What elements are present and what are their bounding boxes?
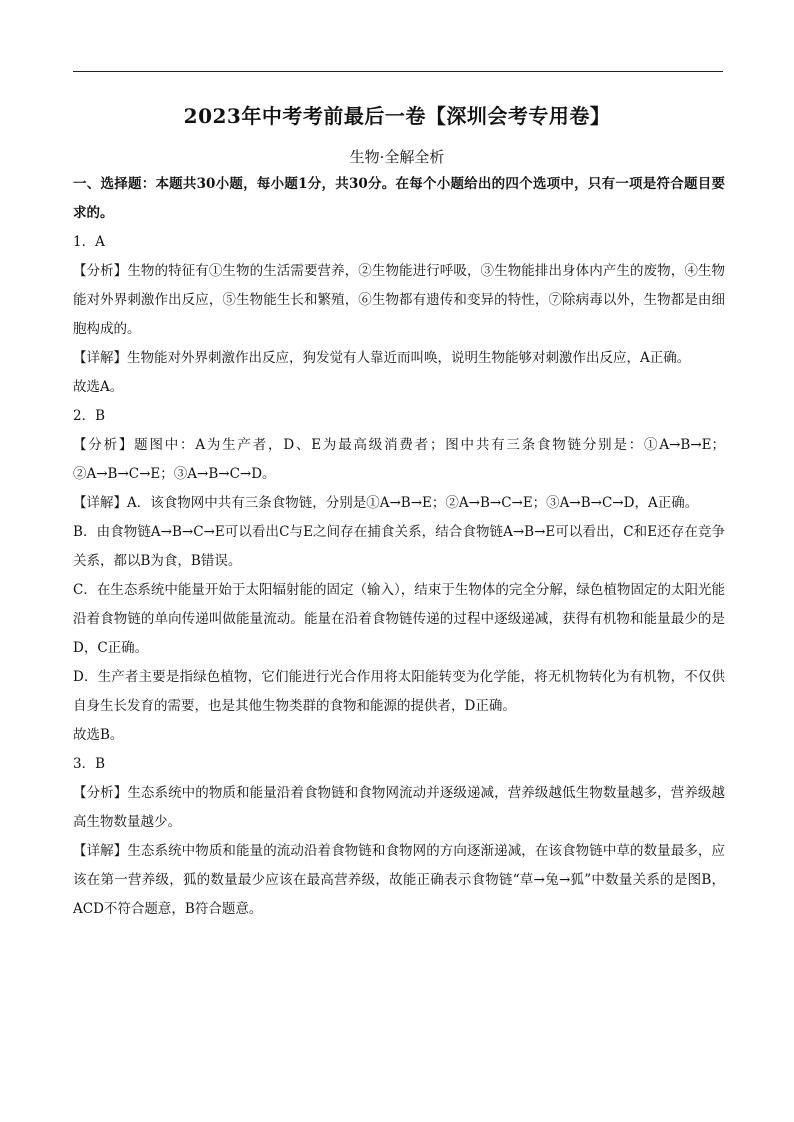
answer-item: [73, 402, 725, 750]
analysis-paragraph: 【分析】题图中：A为生产者，D、E为最高级消费者；图中共有三条食物链分别是：①A→B→E；②A→B→C→E；③A→B→C→D。: [73, 437, 725, 482]
answer-number: 2．B: [73, 408, 106, 424]
conclusion-paragraph: 故选A。: [73, 379, 124, 395]
explanation-paragraph: 【详解】A．该食物网中共有三条食物链，分别是①A→B→E；②A→B→C→E；③A→B→C→D，A正确。: [73, 495, 699, 511]
answer-number: 3．B: [73, 756, 106, 772]
analysis-paragraph: 【分析】生物的特征有①生物的生活需要营养，②生物能进行呼吸，③生物能排出身体内产生的废物，④生物能对外界刺激作出反应，⑤生物能生长和繁殖，⑥生物都有遗传和变异的特性，⑦除病毒以外，生物都是由细胞构成的。: [73, 263, 725, 337]
header-rule: [73, 71, 723, 72]
explanation-paragraph: B．由食物链A→B→C→E可以看出C与E之间存在捕食关系，结合食物链A→B→E可以看出，C和E还存在竞争关系，都以B为食，B错误。: [73, 524, 725, 569]
explanation-paragraph: 【详解】生态系统中物质和能量的流动沿着食物链和食物网的方向逐渐递减，在该食物链中草的数量最多，应该在第一营养级，狐的数量最少应该在最高营养级，故能正确表示食物链“草→兔→狐”中数量关系的是图B，ACD不符合题意，B符合题意。: [73, 843, 725, 917]
page-title: 2023年中考考前最后一卷【深圳会考专用卷】: [183, 104, 611, 128]
answer-item: [73, 750, 725, 924]
explanation-paragraph: D．生产者主要是指绿色植物，它们能进行光合作用将太阳能转变为化学能，将无机物转化为有机物，不仅供自身生长发育的需要，也是其他生物类群的食物和能源的提供者，D正确。: [73, 669, 725, 714]
answer-item: [73, 228, 725, 402]
explanation-paragraph: C．在生态系统中能量开始于太阳辐射能的固定（输入），结束于生物体的完全分解，绿色植物固定的太阳光能沿着食物链的单向传递叫做能量流动。能量在沿着食物链传递的过程中逐级递减，获得有机物和能量最少的是D，C正确。: [73, 582, 725, 656]
document-body: [73, 170, 725, 924]
answer-number: 1．A: [73, 234, 105, 250]
explanation-paragraph: 【详解】生物能对外界刺激作出反应，狗发觉有人靠近而叫唤，说明生物能够对刺激作出反应，A正确。: [73, 350, 691, 366]
section-heading: 一、选择题：本题共30小题，每小题1分，共30分。在每个小题给出的四个选项中，只有一项是符合题目要求的。: [73, 176, 725, 221]
conclusion-paragraph: 故选B。: [73, 727, 124, 743]
page-subtitle: 生物·全解全析: [349, 148, 445, 166]
analysis-paragraph: 【分析】生态系统中的物质和能量沿着食物链和食物网流动并逐级递减，营养级越低生物数量越多，营养级越高生物数量越少。: [73, 785, 725, 830]
